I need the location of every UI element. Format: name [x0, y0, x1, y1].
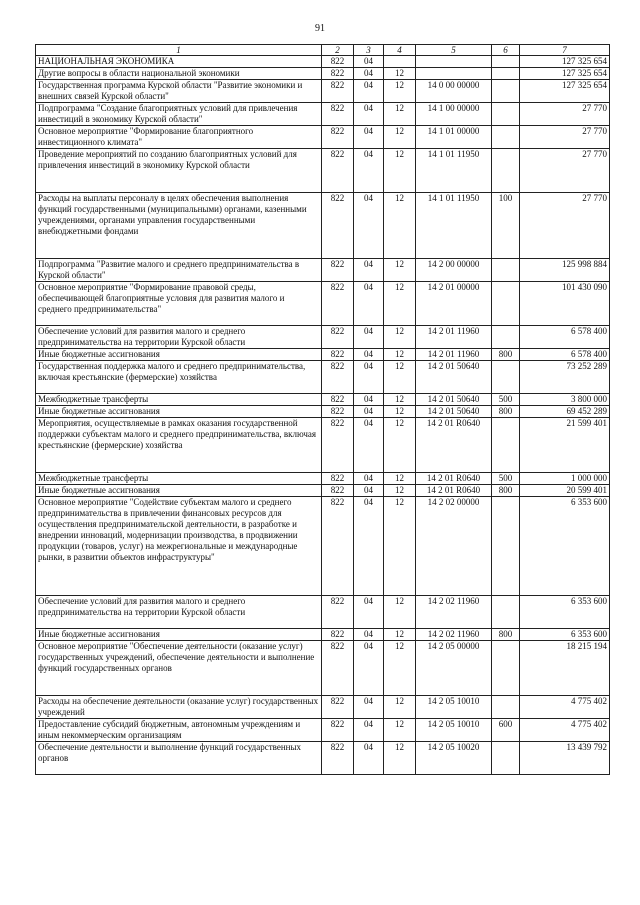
- row-code-3: 04: [354, 80, 384, 103]
- row-code-6: [492, 641, 520, 696]
- col-header-5: 5: [416, 45, 492, 56]
- row-name: Обеспечение условий для развития малого и среднего предпринимательства на территории Курской области: [36, 326, 322, 349]
- row-code-2: 822: [322, 473, 354, 485]
- row-code-6: [492, 361, 520, 394]
- row-code-3: 04: [354, 349, 384, 361]
- row-amount: 127 325 654: [520, 56, 610, 68]
- row-code-3: 04: [354, 68, 384, 80]
- row-code-3: 04: [354, 259, 384, 282]
- row-amount: 6 353 600: [520, 596, 610, 629]
- row-code-3: 04: [354, 596, 384, 629]
- table-row: [36, 193, 610, 259]
- row-name: Основное мероприятие "Обеспечение деятельности (оказание услуг) государственных учреждений, обеспечение деятельности и выполнение функций государственных органов: [36, 641, 322, 696]
- header-row: [36, 45, 610, 56]
- col-header-4: 4: [384, 45, 416, 56]
- table-row: [36, 394, 610, 406]
- row-code-5: 14 2 01 11960: [416, 349, 492, 361]
- row-code-5: 14 1 00 00000: [416, 103, 492, 126]
- row-code-6: [492, 56, 520, 68]
- row-code-6: 100: [492, 193, 520, 259]
- row-code-5: 14 2 01 11960: [416, 326, 492, 349]
- row-code-3: 04: [354, 719, 384, 742]
- row-code-4: 12: [384, 193, 416, 259]
- row-code-2: 822: [322, 282, 354, 326]
- row-code-3: 04: [354, 485, 384, 497]
- row-amount: 1 000 000: [520, 473, 610, 485]
- table-row: [36, 596, 610, 629]
- row-amount: 4 775 402: [520, 719, 610, 742]
- table-row: [36, 418, 610, 473]
- table-row: [36, 326, 610, 349]
- row-code-4: 12: [384, 596, 416, 629]
- row-code-5: 14 2 00 00000: [416, 259, 492, 282]
- row-code-5: 14 2 01 R0640: [416, 473, 492, 485]
- row-code-5: 14 2 05 10010: [416, 696, 492, 719]
- row-code-6: [492, 497, 520, 596]
- row-code-2: 822: [322, 719, 354, 742]
- row-name: НАЦИОНАЛЬНАЯ ЭКОНОМИКА: [36, 56, 322, 68]
- row-code-6: 600: [492, 719, 520, 742]
- row-code-6: 500: [492, 473, 520, 485]
- row-code-6: [492, 696, 520, 719]
- row-code-2: 822: [322, 596, 354, 629]
- row-amount: 3 800 000: [520, 394, 610, 406]
- row-code-3: 04: [354, 641, 384, 696]
- row-code-5: 14 1 01 11950: [416, 193, 492, 259]
- row-code-2: 822: [322, 349, 354, 361]
- row-name: Иные бюджетные ассигнования: [36, 485, 322, 497]
- row-code-5: 14 1 01 11950: [416, 149, 492, 193]
- row-code-3: 04: [354, 418, 384, 473]
- row-name: Государственная поддержка малого и среднего предпринимательства, включая крестьянские (фермерские) хозяйства: [36, 361, 322, 394]
- table-row: [36, 473, 610, 485]
- row-name: Другие вопросы в области национальной экономики: [36, 68, 322, 80]
- row-code-2: 822: [322, 149, 354, 193]
- row-code-4: 12: [384, 361, 416, 394]
- table-body: [36, 56, 610, 775]
- row-code-3: 04: [354, 149, 384, 193]
- row-code-6: 800: [492, 406, 520, 418]
- row-name: Расходы на обеспечение деятельности (оказание услуг) государственных учреждений: [36, 696, 322, 719]
- row-name: Обеспечение условий для развития малого и среднего предпринимательства на территории Курской области: [36, 596, 322, 629]
- row-code-3: 04: [354, 497, 384, 596]
- row-name: Иные бюджетные ассигнования: [36, 349, 322, 361]
- row-code-6: [492, 282, 520, 326]
- budget-table: [35, 44, 610, 775]
- table-row: [36, 406, 610, 418]
- row-amount: 6 578 400: [520, 349, 610, 361]
- table-row: [36, 56, 610, 68]
- row-amount: 6 353 600: [520, 497, 610, 596]
- col-header-1: 1: [36, 45, 322, 56]
- row-name: Подпрограмма "Развитие малого и среднего предпринимательства в Курской области": [36, 259, 322, 282]
- row-amount: 69 452 289: [520, 406, 610, 418]
- row-amount: 20 599 401: [520, 485, 610, 497]
- row-code-3: 04: [354, 103, 384, 126]
- row-code-6: [492, 326, 520, 349]
- row-amount: 6 578 400: [520, 326, 610, 349]
- row-name: Основное мероприятие "Содействие субъектам малого и среднего предпринимательства в привлечении финансовых ресурсов для осуществления предпринимательской деятельности, в разработке и внедрении инноваций, модернизации производства, в продвижении продукции (товаров, услуг) на межрегиональные и международные рынки, в развитии объектов инфраструктуры": [36, 497, 322, 596]
- row-code-6: 800: [492, 629, 520, 641]
- row-code-5: 14 2 01 R0640: [416, 418, 492, 473]
- row-amount: 6 353 600: [520, 629, 610, 641]
- row-code-2: 822: [322, 742, 354, 775]
- row-code-4: 12: [384, 485, 416, 497]
- row-name: Межбюджетные трансферты: [36, 473, 322, 485]
- row-code-6: [492, 103, 520, 126]
- col-header-2: 2: [322, 45, 354, 56]
- row-code-5: 14 2 01 R0640: [416, 485, 492, 497]
- row-code-3: 04: [354, 406, 384, 418]
- row-code-3: 04: [354, 193, 384, 259]
- table-row: [36, 485, 610, 497]
- table-row: [36, 361, 610, 394]
- row-code-4: 12: [384, 103, 416, 126]
- row-name: Межбюджетные трансферты: [36, 394, 322, 406]
- row-code-6: 800: [492, 349, 520, 361]
- row-code-3: 04: [354, 473, 384, 485]
- table-row: [36, 282, 610, 326]
- table-row: [36, 149, 610, 193]
- row-code-5: 14 2 02 00000: [416, 497, 492, 596]
- row-code-2: 822: [322, 394, 354, 406]
- table-row: [36, 641, 610, 696]
- row-code-3: 04: [354, 282, 384, 326]
- row-code-2: 822: [322, 485, 354, 497]
- row-name: Проведение мероприятий по созданию благоприятных условий для привлечения инвестиций в экономику Курской области: [36, 149, 322, 193]
- row-code-4: [384, 56, 416, 68]
- row-code-2: 822: [322, 696, 354, 719]
- row-code-3: 04: [354, 629, 384, 641]
- row-code-4: 12: [384, 719, 416, 742]
- row-name: Основное мероприятие "Формирование правовой среды, обеспечивающей благоприятные условия для развития малого и среднего предпринимательства": [36, 282, 322, 326]
- row-code-6: [492, 418, 520, 473]
- table-row: [36, 259, 610, 282]
- row-amount: 27 770: [520, 103, 610, 126]
- row-code-4: 12: [384, 742, 416, 775]
- row-amount: 125 998 884: [520, 259, 610, 282]
- row-code-2: 822: [322, 406, 354, 418]
- row-code-4: 12: [384, 629, 416, 641]
- row-code-4: 12: [384, 497, 416, 596]
- row-code-6: 500: [492, 394, 520, 406]
- row-code-4: 12: [384, 406, 416, 418]
- row-amount: 18 215 194: [520, 641, 610, 696]
- row-code-5: [416, 56, 492, 68]
- row-amount: 4 775 402: [520, 696, 610, 719]
- row-code-2: 822: [322, 361, 354, 394]
- table-row: [36, 68, 610, 80]
- row-code-5: 14 2 02 11960: [416, 596, 492, 629]
- row-code-4: 12: [384, 282, 416, 326]
- row-name: Основное мероприятие "Формирование благоприятного инвестиционного климата": [36, 126, 322, 149]
- row-name: Иные бюджетные ассигнования: [36, 629, 322, 641]
- row-amount: 13 439 792: [520, 742, 610, 775]
- row-amount: 73 252 289: [520, 361, 610, 394]
- row-code-4: 12: [384, 149, 416, 193]
- row-code-3: 04: [354, 56, 384, 68]
- row-code-5: 14 2 05 10020: [416, 742, 492, 775]
- row-code-4: 12: [384, 259, 416, 282]
- row-code-5: [416, 68, 492, 80]
- row-code-6: [492, 80, 520, 103]
- row-code-4: 12: [384, 349, 416, 361]
- row-code-5: 14 2 05 00000: [416, 641, 492, 696]
- row-code-6: [492, 742, 520, 775]
- row-code-2: 822: [322, 56, 354, 68]
- row-code-2: 822: [322, 126, 354, 149]
- row-name: Расходы на выплаты персоналу в целях обеспечения выполнения функций государственными (муниципальными) органами, казенными учреждениями, органами управления государственными внебюджетными фондами: [36, 193, 322, 259]
- row-code-2: 822: [322, 641, 354, 696]
- row-code-3: 04: [354, 696, 384, 719]
- table-row: [36, 80, 610, 103]
- table-row: [36, 629, 610, 641]
- row-code-5: 14 0 00 00000: [416, 80, 492, 103]
- row-name: Обеспечение деятельности и выполнение функций государственных органов: [36, 742, 322, 775]
- row-code-6: [492, 126, 520, 149]
- row-code-4: 12: [384, 68, 416, 80]
- row-name: Иные бюджетные ассигнования: [36, 406, 322, 418]
- row-code-2: 822: [322, 193, 354, 259]
- table-row: [36, 126, 610, 149]
- row-code-5: 14 2 01 50640: [416, 361, 492, 394]
- row-code-2: 822: [322, 68, 354, 80]
- row-code-4: 12: [384, 394, 416, 406]
- table-row: [36, 103, 610, 126]
- row-code-5: 14 1 01 00000: [416, 126, 492, 149]
- table-row: [36, 497, 610, 596]
- col-header-7: 7: [520, 45, 610, 56]
- table-row: [36, 696, 610, 719]
- row-amount: 127 325 654: [520, 68, 610, 80]
- row-name: Предоставление субсидий бюджетным, автономным учреждениям и иным некоммерческим организациям: [36, 719, 322, 742]
- row-code-2: 822: [322, 326, 354, 349]
- row-code-2: 822: [322, 629, 354, 641]
- row-code-4: 12: [384, 80, 416, 103]
- row-code-4: 12: [384, 418, 416, 473]
- row-name: Государственная программа Курской области "Развитие экономики и внешних связей Курской области": [36, 80, 322, 103]
- row-amount: 127 325 654: [520, 80, 610, 103]
- row-code-4: 12: [384, 473, 416, 485]
- col-header-6: 6: [492, 45, 520, 56]
- row-code-4: 12: [384, 126, 416, 149]
- row-code-6: [492, 68, 520, 80]
- row-code-2: 822: [322, 103, 354, 126]
- row-code-2: 822: [322, 259, 354, 282]
- row-name: Мероприятия, осуществляемые в рамках оказания государственной поддержки субъектам малого и среднего предпринимательства, включая крестьянские (фермерские) хозяйства: [36, 418, 322, 473]
- row-code-3: 04: [354, 361, 384, 394]
- row-code-3: 04: [354, 742, 384, 775]
- col-header-3: 3: [354, 45, 384, 56]
- row-code-5: 14 2 05 10010: [416, 719, 492, 742]
- row-code-2: 822: [322, 418, 354, 473]
- row-code-4: 12: [384, 326, 416, 349]
- page-number: 91: [315, 23, 325, 34]
- row-code-2: 822: [322, 80, 354, 103]
- row-code-3: 04: [354, 394, 384, 406]
- row-code-6: [492, 259, 520, 282]
- row-amount: 27 770: [520, 126, 610, 149]
- row-name: Подпрограмма "Создание благоприятных условий для привлечения инвестиций в экономику Курской области": [36, 103, 322, 126]
- row-code-5: 14 2 02 11960: [416, 629, 492, 641]
- row-code-3: 04: [354, 326, 384, 349]
- row-code-6: [492, 149, 520, 193]
- row-amount: 101 430 090: [520, 282, 610, 326]
- row-code-4: 12: [384, 641, 416, 696]
- table-row: [36, 742, 610, 775]
- table-row: [36, 349, 610, 361]
- row-code-3: 04: [354, 126, 384, 149]
- table-row: [36, 719, 610, 742]
- row-amount: 27 770: [520, 149, 610, 193]
- row-code-6: 800: [492, 485, 520, 497]
- row-amount: 21 599 401: [520, 418, 610, 473]
- row-code-5: 14 2 01 50640: [416, 394, 492, 406]
- row-code-5: 14 2 01 50640: [416, 406, 492, 418]
- row-code-2: 822: [322, 497, 354, 596]
- row-code-6: [492, 596, 520, 629]
- row-code-5: 14 2 01 00000: [416, 282, 492, 326]
- row-code-4: 12: [384, 696, 416, 719]
- row-amount: 27 770: [520, 193, 610, 259]
